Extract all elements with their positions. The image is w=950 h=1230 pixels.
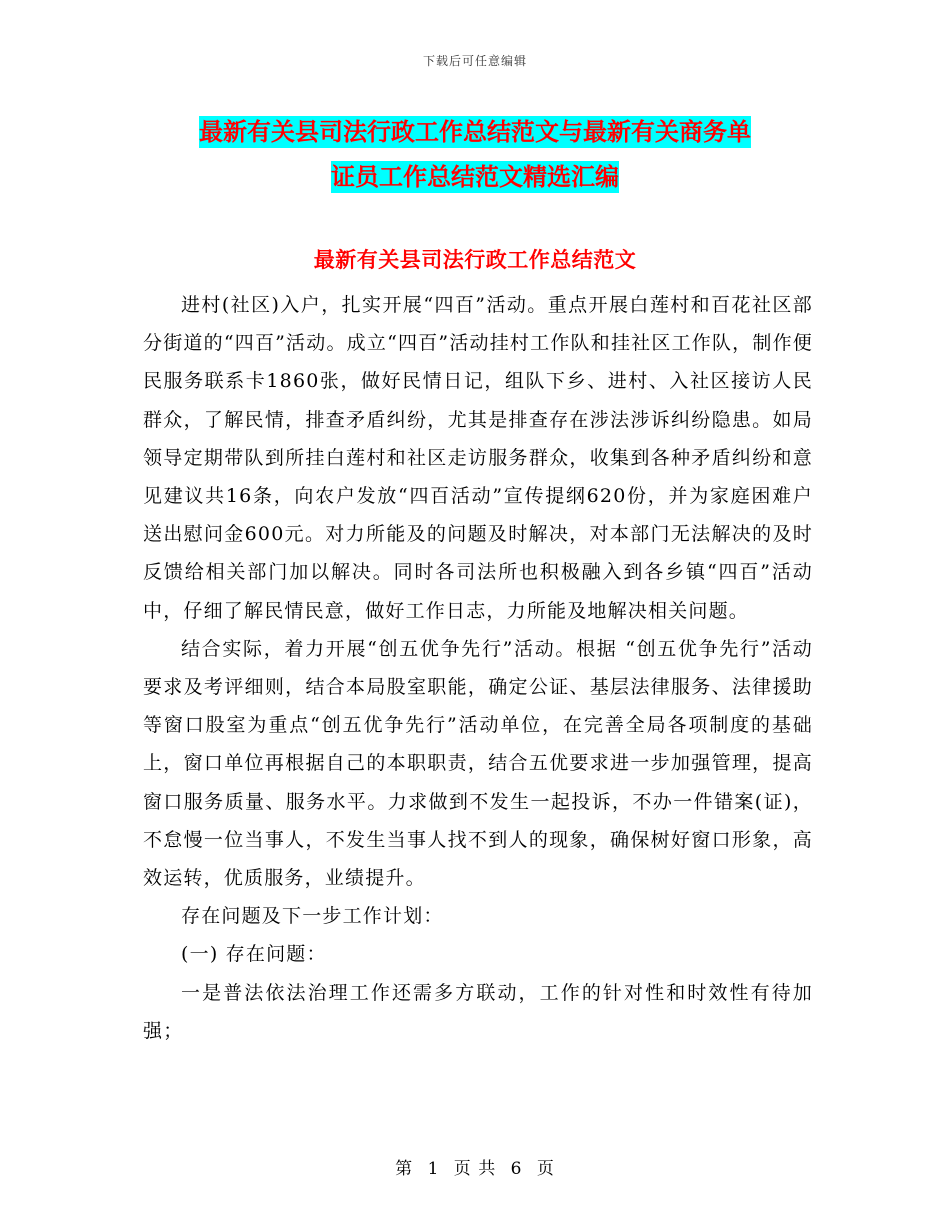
paragraph: 一是普法依法治理工作还需多方联动，工作的针对性和时效性有待加强； xyxy=(143,981,813,1042)
section-heading: 最新有关县司法行政工作总结范文 xyxy=(313,248,637,272)
paragraph: 结合实际，着力开展“创五优争先行”活动。根据 “创五优争先行”活动要求及考评细则，结合本局股室职能，确定公证、基层法律服务、法律援助等窗口股室为重点“创五优争先行”活动单位，在完善全局各项制度的基础上，窗口单位再根据自己的本职职责，结合五优要求进一步加强管理，提高窗口服务质量、服务水平。力求做到不发生一起投诉，不办一件错案(证)，不怠慢一位当事人，不发生当事人找不到人的现象，确保树好窗口形象，高效运转，优质服务，业绩提升。 xyxy=(143,637,813,890)
paragraph: 存在问题及下一步工作计划： xyxy=(181,905,444,928)
document-title-line-1: 最新有关县司法行政工作总结范文与最新有关商务单 xyxy=(199,118,751,146)
footer-label-of: 页 共 xyxy=(453,1159,497,1179)
page-header-note: 下载后可任意编辑 xyxy=(422,54,527,68)
paragraph: 进村(社区)入户，扎实开展“四百”活动。重点开展白莲村和百花社区部分街道的“四百”活动。成立“四百”活动挂村工作队和挂社区工作队，制作便民服务联系卡1860张，做好民情日记，组队下乡、进村、入社区接访人民群众，了解民情，排查矛盾纠纷，尤其是排查存在涉法涉诉纠纷隐患。如局领导定期带队到所挂白莲村和社区走访服务群众，收集到各种矛盾纠纷和意见建议共16条，向农户发放“四百活动”宣传提纲620份，并为家庭困难户送出慰问金600元。对力所能及的问题及时解决，对本部门无法解决的及时反馈给相关部门加以解决。同时各司法所也积极融入到各乡镇“四百”活动中，仔细了解民情民意，做好工作日志，力所能及地解决相关问题。 xyxy=(143,294,813,622)
paragraph: (一) 存在问题： xyxy=(181,943,327,966)
page-footer xyxy=(0,1154,950,1179)
document-title-line-2: 证员工作总结范文精选汇编 xyxy=(331,163,619,191)
footer-label-page: 第 xyxy=(395,1159,414,1179)
body-text xyxy=(143,286,813,1050)
document-title xyxy=(100,110,850,200)
footer-current-page: 1 xyxy=(427,1159,440,1179)
footer-total-pages: 6 xyxy=(510,1159,523,1179)
footer-label-end: 页 xyxy=(536,1159,555,1179)
